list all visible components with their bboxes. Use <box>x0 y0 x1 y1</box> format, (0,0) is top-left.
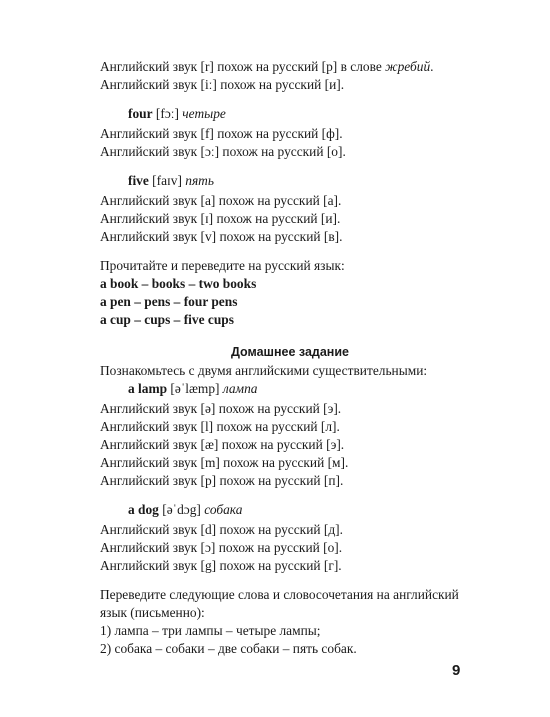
example-line <box>100 311 480 329</box>
intro-line-2: Английский звук [iː] похож на русский [и]. <box>100 77 345 92</box>
example-text: a pen – pens – four pens <box>100 294 238 309</box>
sound-line: Английский звук [ɪ] похож на русский [и]. <box>100 211 341 226</box>
homework-task-line: Переведите следующие слова и словосочетания на английский <box>100 587 459 602</box>
example-line <box>100 275 480 293</box>
page-number: 9 <box>452 662 461 679</box>
word-heading-dog <box>100 501 480 519</box>
example-text: a cup – cups – five cups <box>100 312 234 327</box>
translation: пять <box>185 173 214 188</box>
sound-line: Английский звук [ə] похож на русский [э]. <box>100 401 342 416</box>
transcription: [faɪv] <box>148 173 186 188</box>
sound-line: Английский звук [m] похож на русский [м]. <box>100 455 349 470</box>
section-title: Домашнее задание <box>231 345 349 359</box>
homework-item: 2) собака – собаки – две собаки – пять собак. <box>100 641 357 656</box>
homework-item: 1) лампа – три лампы – четыре лампы; <box>100 623 321 638</box>
transcription: [fɔː] <box>152 106 183 121</box>
translation: четыре <box>182 106 226 121</box>
english-word: a dog <box>128 502 159 517</box>
word-heading-five <box>100 172 480 190</box>
translation: собака <box>204 502 243 517</box>
sound-line: Английский звук [l] похож на русский [л]. <box>100 419 340 434</box>
english-word: four <box>128 106 153 121</box>
intro-text: Английский звук [r] похож на русский [р] в слове <box>100 59 386 74</box>
word-heading-four <box>100 105 480 123</box>
sound-line: Английский звук [p] похож на русский [п]. <box>100 473 344 488</box>
page-content <box>100 58 480 658</box>
sound-line: Английский звук [f] похож на русский [ф]. <box>100 126 343 141</box>
translation: лампа <box>222 381 258 396</box>
intro-example-word: жребий <box>385 59 431 74</box>
homework-task-line: язык (письменно): <box>100 605 205 620</box>
sound-line: Английский звук [d] похож на русский [д]. <box>100 522 343 537</box>
intro-line-1: Английский звук [r] похож на русский [р] в слове жребий. <box>100 59 434 74</box>
word-heading-lamp <box>100 380 480 398</box>
example-line <box>100 293 480 311</box>
english-word: five <box>128 173 149 188</box>
transcription: [əˈdɔg] <box>158 502 205 517</box>
sound-line: Английский звук [ɔː] похож на русский [о]. <box>100 144 346 159</box>
sound-line: Английский звук [a] похож на русский [а]. <box>100 193 342 208</box>
sound-line: Английский звук [v] похож на русский [в]. <box>100 229 343 244</box>
translate-prompt: Прочитайте и переведите на русский язык: <box>100 258 345 273</box>
sound-line: Английский звук [g] похож на русский [г]. <box>100 558 342 573</box>
sound-line: Английский звук [ɔ] похож на русский [о]. <box>100 540 343 555</box>
example-text: a book – books – two books <box>100 276 257 291</box>
sound-line: Английский звук [æ] похож на русский [э]. <box>100 437 345 452</box>
transcription: [əˈlæmp] <box>167 381 223 396</box>
english-word: a lamp <box>128 381 168 396</box>
homework-intro: Познакомьтесь с двумя английскими существительными: <box>100 363 428 378</box>
